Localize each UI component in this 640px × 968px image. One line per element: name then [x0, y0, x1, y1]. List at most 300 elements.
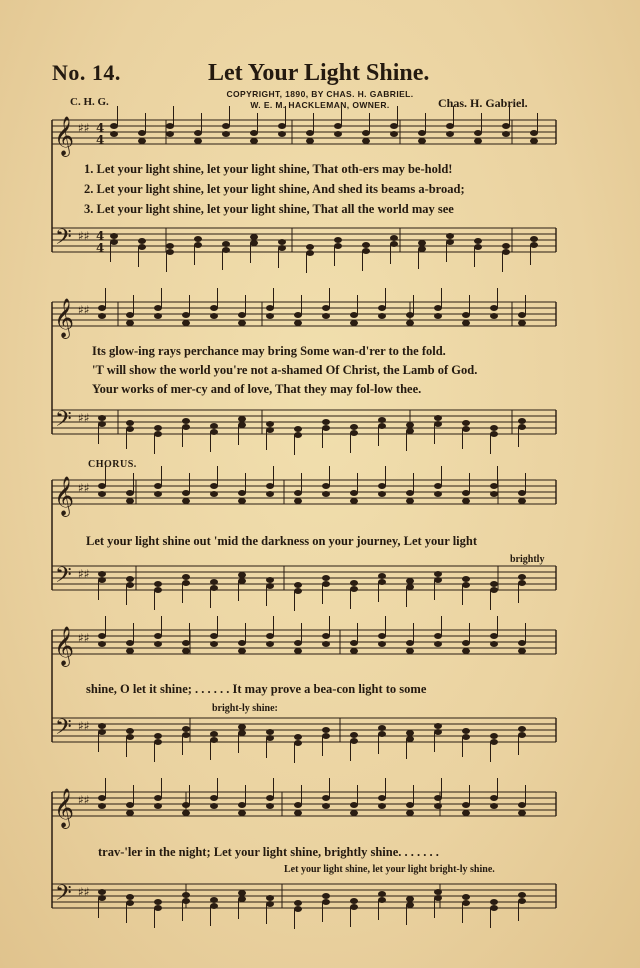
note-head	[126, 728, 134, 734]
note-head	[518, 312, 526, 318]
note-head	[490, 587, 498, 593]
key-signature-icon: ♯♯	[78, 719, 90, 733]
note-head	[350, 430, 358, 436]
note-head	[294, 906, 302, 912]
note-head	[434, 641, 442, 647]
note-head	[306, 244, 314, 250]
note-head	[390, 123, 398, 129]
note-head	[518, 418, 526, 424]
note-head	[490, 733, 498, 739]
note-head	[378, 305, 386, 311]
note-head	[138, 138, 146, 144]
note-head	[350, 738, 358, 744]
note-head	[294, 734, 302, 740]
verse-1-line-2: Its glow-ing rays perchance may bring Some wan-d'rer to the fold.	[92, 344, 446, 358]
note-head	[434, 313, 442, 319]
note-head	[266, 803, 274, 809]
note-head	[530, 130, 538, 136]
note-head	[322, 483, 330, 489]
note-head	[322, 419, 330, 425]
note-head	[306, 250, 314, 256]
note-head	[490, 425, 498, 431]
note-head	[266, 583, 274, 589]
note-head	[294, 320, 302, 326]
bass-clef-icon: 𝄢	[55, 563, 72, 593]
note-head	[406, 578, 414, 584]
note-head	[418, 246, 426, 252]
note-head	[182, 898, 190, 904]
note-head	[490, 803, 498, 809]
note-head	[406, 422, 414, 428]
note-head	[126, 894, 134, 900]
chorus-line-3: trav-'ler in the night; Let your light shine, brightly shine. . . . . . .	[98, 845, 439, 859]
note-head	[462, 802, 470, 808]
note-head	[266, 427, 274, 433]
note-head	[238, 320, 246, 326]
note-head	[154, 305, 162, 311]
note-head	[322, 633, 330, 639]
note-head	[154, 425, 162, 431]
note-head	[462, 312, 470, 318]
note-head	[210, 737, 218, 743]
bass-clef-icon: 𝄢	[55, 715, 72, 745]
note-head	[474, 130, 482, 136]
note-head	[238, 490, 246, 496]
note-head	[210, 429, 218, 435]
note-head	[238, 416, 246, 422]
note-head	[530, 242, 538, 248]
note-head	[182, 312, 190, 318]
verse-3-line-2: Your works of mer-cy and of love, That they may fol-low thee.	[92, 382, 422, 396]
note-head	[378, 633, 386, 639]
note-head	[322, 893, 330, 899]
note-head	[406, 802, 414, 808]
note-head	[490, 641, 498, 647]
note-head	[166, 131, 174, 137]
note-head	[406, 640, 414, 646]
note-head	[166, 243, 174, 249]
note-head	[182, 732, 190, 738]
note-head	[294, 498, 302, 504]
note-head	[350, 648, 358, 654]
note-head	[98, 803, 106, 809]
treble-clef-icon: 𝄞	[54, 626, 75, 666]
note-head	[406, 648, 414, 654]
note-head	[306, 130, 314, 136]
note-head	[294, 648, 302, 654]
note-head	[210, 803, 218, 809]
note-head	[462, 582, 470, 588]
note-head	[434, 803, 442, 809]
note-head	[294, 802, 302, 808]
note-head	[294, 432, 302, 438]
note-head	[418, 130, 426, 136]
note-head	[362, 138, 370, 144]
note-head	[350, 586, 358, 592]
note-head	[322, 305, 330, 311]
note-head	[406, 896, 414, 902]
note-head	[518, 810, 526, 816]
note-head	[294, 740, 302, 746]
note-head	[126, 582, 134, 588]
note-head	[222, 123, 230, 129]
note-head	[518, 898, 526, 904]
note-head	[266, 735, 274, 741]
note-head	[462, 894, 470, 900]
note-head	[126, 648, 134, 654]
note-head	[182, 424, 190, 430]
copyright-notice: COPYRIGHT, 1890, BY CHAS. H. GABRIEL.	[226, 89, 414, 99]
note-head	[462, 640, 470, 646]
note-head	[210, 633, 218, 639]
note-head	[462, 426, 470, 432]
note-head	[154, 899, 162, 905]
note-head	[462, 320, 470, 326]
note-head	[462, 498, 470, 504]
note-head	[390, 131, 398, 137]
note-head	[210, 897, 218, 903]
key-signature-icon: ♯♯	[78, 229, 90, 243]
key-signature-icon: ♯♯	[78, 411, 90, 425]
note-head	[406, 810, 414, 816]
note-head	[110, 239, 118, 245]
note-head	[502, 123, 510, 129]
note-head	[322, 803, 330, 809]
chorus-line-2-bass-text: bright-ly shine:	[212, 703, 278, 714]
chorus-label: CHORUS.	[88, 459, 137, 470]
note-head	[98, 421, 106, 427]
note-head	[390, 235, 398, 241]
note-head	[350, 424, 358, 430]
note-head	[98, 305, 106, 311]
note-head	[462, 728, 470, 734]
note-head	[266, 641, 274, 647]
note-head	[462, 490, 470, 496]
note-head	[490, 305, 498, 311]
note-head	[446, 233, 454, 239]
time-signature-top: 4	[96, 121, 105, 135]
note-head	[154, 491, 162, 497]
note-head	[182, 640, 190, 646]
treble-clef-icon: 𝄞	[54, 298, 75, 338]
note-head	[166, 123, 174, 129]
note-head	[98, 313, 106, 319]
note-head	[350, 640, 358, 646]
note-head	[378, 725, 386, 731]
note-head	[362, 248, 370, 254]
note-head	[98, 729, 106, 735]
note-head	[462, 648, 470, 654]
note-head	[182, 498, 190, 504]
note-head	[434, 795, 442, 801]
hymn-title: Let Your Light Shine.	[208, 60, 430, 86]
note-head	[210, 579, 218, 585]
note-head	[530, 138, 538, 144]
note-head	[238, 724, 246, 730]
note-head	[126, 420, 134, 426]
note-head	[250, 138, 258, 144]
note-head	[210, 313, 218, 319]
note-head	[378, 417, 386, 423]
note-head	[446, 239, 454, 245]
note-head	[350, 312, 358, 318]
note-head	[518, 580, 526, 586]
note-head	[138, 238, 146, 244]
note-head	[110, 233, 118, 239]
chorus-line-1-bass-text: brightly	[510, 554, 545, 565]
note-head	[154, 739, 162, 745]
note-head	[126, 640, 134, 646]
note-head	[98, 641, 106, 647]
note-head	[278, 245, 286, 251]
note-head	[362, 242, 370, 248]
note-head	[126, 900, 134, 906]
note-head	[194, 138, 202, 144]
note-head	[502, 249, 510, 255]
chorus-line-2: shine, O let it shine; . . . . . . It may prove a bea-con light to some	[86, 682, 427, 696]
note-head	[322, 641, 330, 647]
note-head	[518, 640, 526, 646]
note-head	[434, 483, 442, 489]
note-head	[490, 313, 498, 319]
verse-2-line-2: 'T will show the world you're not a-shamed Of Christ, the Lamb of God.	[92, 363, 478, 377]
note-head	[294, 582, 302, 588]
note-head	[406, 320, 414, 326]
note-head	[210, 585, 218, 591]
note-head	[154, 733, 162, 739]
note-head	[266, 491, 274, 497]
note-head	[126, 810, 134, 816]
note-head	[378, 641, 386, 647]
note-head	[110, 123, 118, 129]
note-head	[154, 581, 162, 587]
note-head	[182, 574, 190, 580]
note-head	[278, 239, 286, 245]
note-head	[322, 727, 330, 733]
note-head	[378, 897, 386, 903]
note-head	[266, 895, 274, 901]
note-head	[238, 422, 246, 428]
verse-2-line-1: 2. Let your light shine, let your light shine, And shed its beams a-broad;	[84, 182, 465, 196]
note-head	[194, 130, 202, 136]
note-head	[294, 640, 302, 646]
note-head	[490, 899, 498, 905]
key-signature-icon: ♯♯	[78, 793, 90, 807]
note-head	[278, 123, 286, 129]
note-head	[182, 892, 190, 898]
note-head	[462, 810, 470, 816]
note-head	[434, 305, 442, 311]
note-head	[238, 572, 246, 578]
note-head	[434, 889, 442, 895]
note-head	[238, 810, 246, 816]
note-head	[98, 895, 106, 901]
note-head	[378, 579, 386, 585]
note-head	[474, 138, 482, 144]
note-head	[182, 726, 190, 732]
note-head	[518, 892, 526, 898]
note-head	[126, 426, 134, 432]
note-head	[98, 491, 106, 497]
note-head	[406, 428, 414, 434]
note-head	[294, 588, 302, 594]
note-head	[294, 810, 302, 816]
verse-1-line-1: 1. Let your light shine, let your light shine, That oth-ers may be-hold!	[84, 162, 453, 176]
note-head	[490, 483, 498, 489]
note-head	[406, 490, 414, 496]
note-head	[462, 420, 470, 426]
note-head	[126, 498, 134, 504]
note-head	[518, 802, 526, 808]
note-head	[126, 312, 134, 318]
time-signature-bottom: 4	[96, 241, 105, 255]
note-head	[378, 491, 386, 497]
note-head	[210, 903, 218, 909]
note-head	[502, 131, 510, 137]
note-head	[182, 580, 190, 586]
time-signature-top: 4	[96, 229, 105, 243]
note-head	[322, 491, 330, 497]
note-head	[166, 249, 174, 255]
note-head	[334, 237, 342, 243]
note-head	[334, 243, 342, 249]
note-head	[434, 421, 442, 427]
note-head	[322, 899, 330, 905]
note-head	[238, 896, 246, 902]
note-head	[502, 243, 510, 249]
note-head	[238, 578, 246, 584]
note-head	[434, 895, 442, 901]
note-head	[266, 795, 274, 801]
note-head	[266, 577, 274, 583]
note-head	[490, 739, 498, 745]
note-head	[250, 240, 258, 246]
note-head	[98, 571, 106, 577]
note-head	[98, 577, 106, 583]
note-head	[362, 130, 370, 136]
note-head	[110, 131, 118, 137]
key-signature-icon: ♯♯	[78, 885, 90, 899]
note-head	[126, 802, 134, 808]
note-head	[222, 247, 230, 253]
note-head	[518, 648, 526, 654]
note-head	[446, 131, 454, 137]
note-head	[138, 244, 146, 250]
note-head	[210, 305, 218, 311]
note-head	[406, 902, 414, 908]
note-head	[322, 575, 330, 581]
note-head	[474, 238, 482, 244]
note-head	[378, 483, 386, 489]
note-head	[518, 732, 526, 738]
note-head	[98, 633, 106, 639]
note-head	[518, 574, 526, 580]
note-head	[434, 415, 442, 421]
note-head	[238, 312, 246, 318]
bass-clef-icon: 𝄢	[55, 881, 72, 911]
note-head	[238, 640, 246, 646]
note-head	[154, 803, 162, 809]
note-head	[222, 131, 230, 137]
note-head	[350, 490, 358, 496]
note-head	[390, 241, 398, 247]
note-head	[294, 490, 302, 496]
treble-clef-icon: 𝄞	[54, 788, 75, 828]
note-head	[182, 320, 190, 326]
note-head	[182, 810, 190, 816]
note-head	[418, 138, 426, 144]
note-head	[154, 313, 162, 319]
note-head	[238, 498, 246, 504]
note-head	[154, 795, 162, 801]
note-head	[154, 587, 162, 593]
note-head	[250, 234, 258, 240]
note-head	[350, 898, 358, 904]
composer-name: Chas. H. Gabriel.	[438, 96, 528, 110]
note-head	[350, 904, 358, 910]
note-head	[306, 138, 314, 144]
note-head	[138, 130, 146, 136]
key-signature-icon: ♯♯	[78, 481, 90, 495]
note-head	[238, 802, 246, 808]
note-head	[266, 421, 274, 427]
note-head	[294, 312, 302, 318]
note-head	[462, 900, 470, 906]
note-head	[210, 423, 218, 429]
note-head	[406, 312, 414, 318]
note-head	[490, 633, 498, 639]
note-head	[434, 723, 442, 729]
note-head	[154, 641, 162, 647]
note-head	[294, 426, 302, 432]
key-signature-icon: ♯♯	[78, 631, 90, 645]
note-head	[434, 491, 442, 497]
note-head	[210, 483, 218, 489]
note-head	[378, 803, 386, 809]
note-head	[194, 242, 202, 248]
bass-clef-icon: 𝄢	[55, 225, 72, 255]
note-head	[378, 731, 386, 737]
note-head	[222, 241, 230, 247]
note-head	[154, 431, 162, 437]
note-head	[182, 418, 190, 424]
note-head	[378, 313, 386, 319]
note-head	[406, 584, 414, 590]
note-head	[378, 795, 386, 801]
copyright-owner: W. E. M. HACKLEMAN, OWNER.	[250, 100, 390, 110]
note-head	[322, 313, 330, 319]
note-head	[334, 131, 342, 137]
note-head	[278, 131, 286, 137]
note-head	[182, 802, 190, 808]
treble-clef-icon: 𝄞	[54, 476, 75, 516]
note-head	[182, 648, 190, 654]
note-head	[490, 905, 498, 911]
note-head	[250, 130, 258, 136]
chorus-line-3-bass-text: Let your light shine, let your light bright-ly shine.	[284, 864, 495, 875]
note-head	[322, 425, 330, 431]
note-head	[322, 795, 330, 801]
note-head	[210, 491, 218, 497]
note-head	[266, 313, 274, 319]
treble-clef-icon: 𝄞	[54, 116, 75, 156]
note-head	[294, 900, 302, 906]
note-head	[266, 901, 274, 907]
note-head	[446, 123, 454, 129]
note-head	[518, 726, 526, 732]
note-head	[126, 490, 134, 496]
note-head	[490, 431, 498, 437]
